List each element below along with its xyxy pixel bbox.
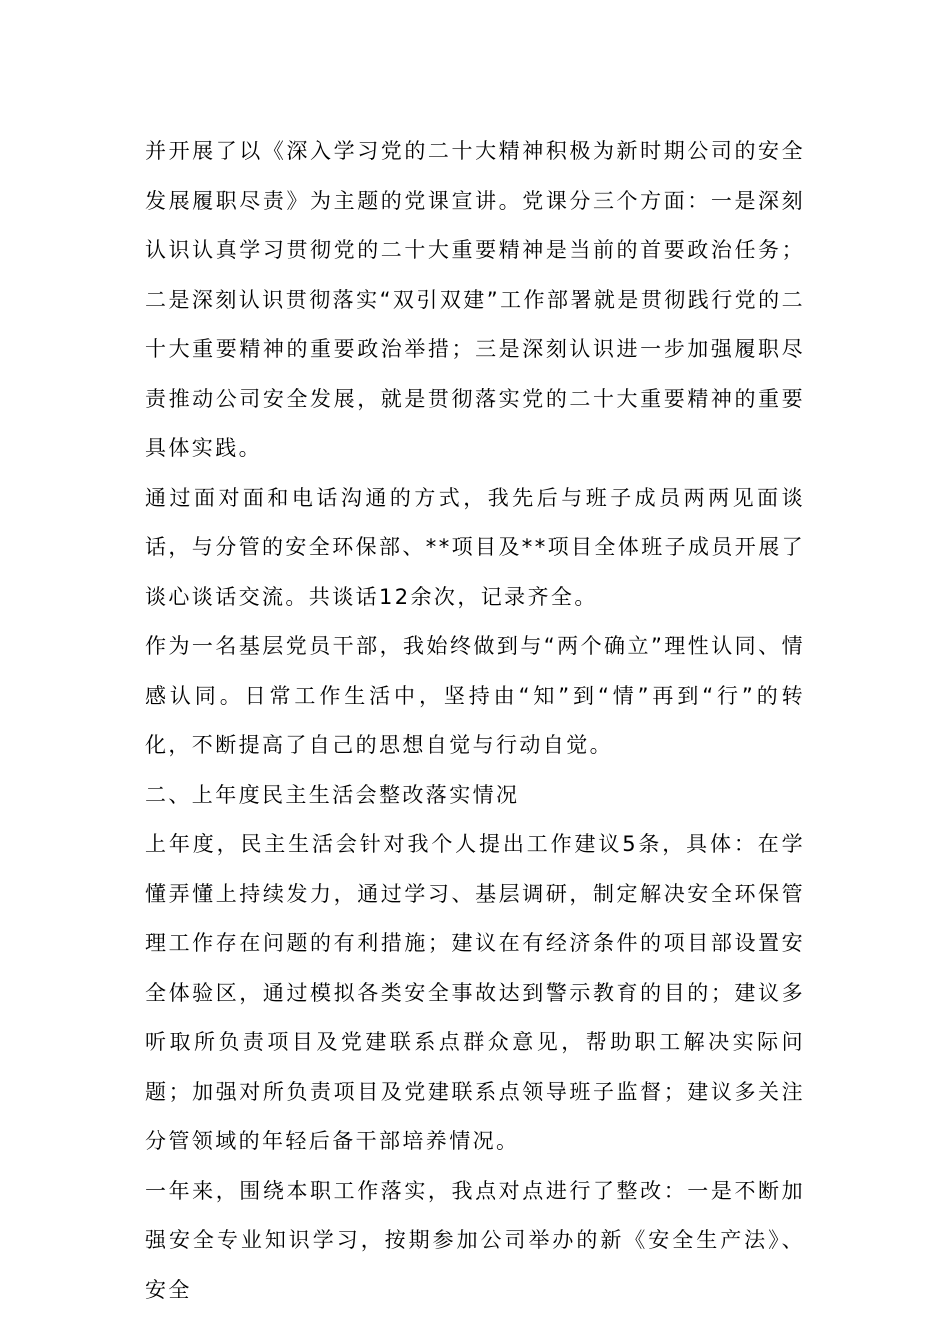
paragraph-suggestions: 上年度，民主生活会针对我个人提出工作建议5条，具体：在学懂弄懂上持续发力，通过学习、基层调研，制定解决安全环保管理工作存在问题的有利措施；建议在有经济条件的项目部设置安全体验区，通过模拟各类安全事故达到警示教育的目的；建议多听取所负责项目及党建联系点群众意见，帮助职工解决实际问题；加强对所负责项目及党建联系点领导班子监督；建议多关注分管领域的年轻后备干部培养情况。 <box>145 832 805 1153</box>
paragraph-talks: 通过面对面和电话沟通的方式，我先后与班子成员两两见面谈话，与分管的安全环保部、**项目及**项目全体班子成员开展了谈心谈话交流。共谈话12余次，记录齐全。 <box>145 485 805 609</box>
document-page <box>145 127 805 1315</box>
paragraph-two-establishments: 作为一名基层党员干部，我始终做到与“两个确立”理性认同、情感认同。日常工作生活中，坚持由“知”到“情”再到“行”的转化，不断提高了自己的思想自觉与行动自觉。 <box>145 634 805 757</box>
paragraph-party-lecture: 并开展了以《深入学习党的二十大精神积极为新时期公司的安全发展履职尽责》为主题的党课宣讲。党课分三个方面：一是深刻认识认真学习贯彻党的二十大重要精神是当前的首要政治任务；二是深刻认识贯彻落实“双引双建”工作部署就是贯彻践行党的二十大重要精神的重要政治举措；三是深刻认识进一步加强履职尽责推动公司安全发展，就是贯彻落实党的二十大重要精神的重要具体实践。 <box>145 139 805 460</box>
section-heading-rectification: 二、上年度民主生活会整改落实情况 <box>145 782 520 807</box>
paragraph-rectification: 一年来，围绕本职工作落实，我点对点进行了整改：一是不断加强安全专业知识学习，按期参加公司举办的新《安全生产法》、安全 <box>145 1178 805 1302</box>
